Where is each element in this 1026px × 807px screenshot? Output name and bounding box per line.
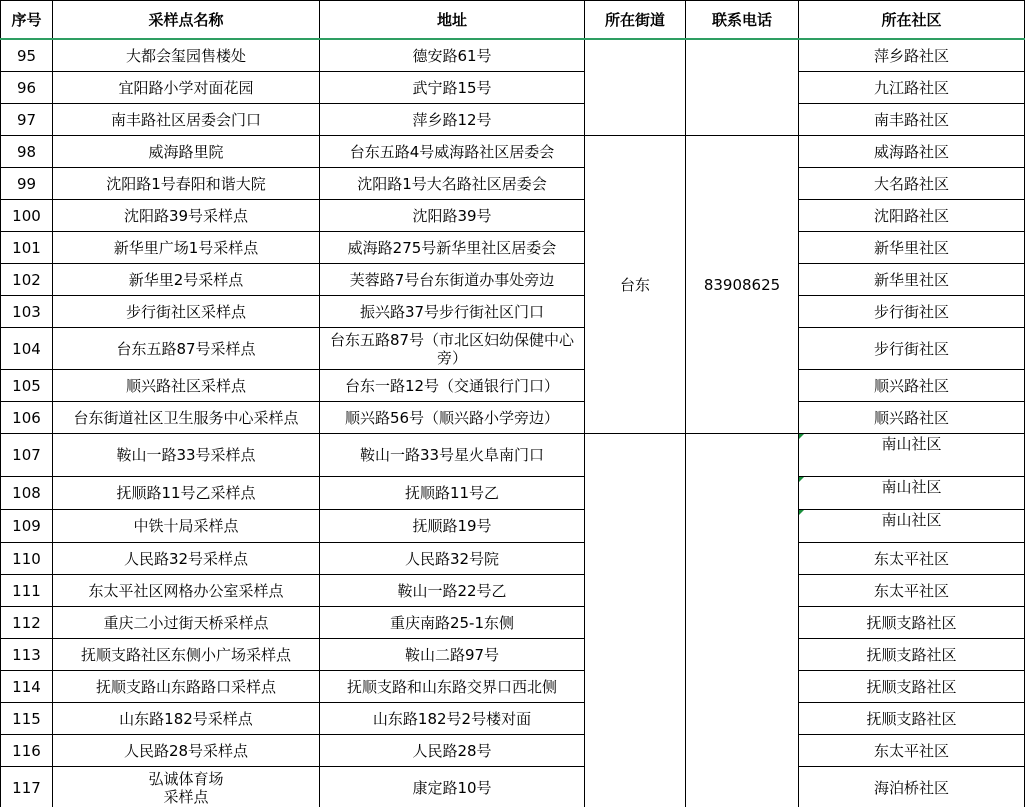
table-row [1,39,1025,72]
cell-site-name[interactable]: 沈阳路1号春阳和谐大院 [53,168,320,200]
cell-community[interactable]: 东太平社区 [799,735,1025,767]
cell-community[interactable]: 抚顺支路社区 [799,607,1025,639]
cell-no[interactable]: 104 [1,328,53,370]
cell-site-name[interactable]: 台东五路87号采样点 [53,328,320,370]
cell-address[interactable]: 鞍山一路33号星火阜南门口 [320,434,585,477]
table-row [1,402,1025,434]
cell-address[interactable]: 振兴路37号步行街社区门口 [320,296,585,328]
header-phone: 联系电话 [686,1,799,40]
cell-no[interactable]: 112 [1,607,53,639]
cell-community[interactable]: 抚顺支路社区 [799,671,1025,703]
cell-street[interactable] [585,39,686,136]
cell-community[interactable]: 步行街社区 [799,296,1025,328]
table-row [1,168,1025,200]
cell-community[interactable]: 大名路社区 [799,168,1025,200]
cell-no[interactable]: 95 [1,39,53,72]
cell-community[interactable]: 沈阳路社区 [799,200,1025,232]
cell-community[interactable]: 东太平社区 [799,543,1025,575]
cell-no[interactable]: 105 [1,370,53,402]
cell-no[interactable]: 114 [1,671,53,703]
cell-address[interactable]: 台东五路4号威海路社区居委会 [320,136,585,168]
cell-address[interactable]: 台东一路12号（交通银行门口） [320,370,585,402]
cell-address[interactable]: 抚顺支路和山东路交界口西北侧 [320,671,585,703]
cell-community[interactable]: 九江路社区 [799,72,1025,104]
cell-site-name[interactable]: 东太平社区网格办公室采样点 [53,575,320,607]
cell-site-name[interactable]: 威海路里院 [53,136,320,168]
cell-no[interactable]: 117 [1,767,53,807]
cell-community[interactable]: 新华里社区 [799,264,1025,296]
cell-address[interactable]: 顺兴路56号（顺兴路小学旁边） [320,402,585,434]
cell-site-name[interactable]: 新华里2号采样点 [53,264,320,296]
cell-community[interactable]: 萍乡路社区 [799,39,1025,72]
header-address: 地址 [320,1,585,40]
cell-address[interactable]: 重庆南路25-1东侧 [320,607,585,639]
cell-site-name[interactable]: 台东街道社区卫生服务中心采样点 [53,402,320,434]
table-row [1,72,1025,104]
table-row [1,296,1025,328]
cell-community[interactable]: 南山社区 [799,510,1025,543]
cell-no[interactable]: 98 [1,136,53,168]
cell-site-name[interactable]: 新华里广场1号采样点 [53,232,320,264]
table-row [1,607,1025,639]
cell-community[interactable]: 东太平社区 [799,575,1025,607]
cell-no[interactable]: 115 [1,703,53,735]
header-no: 序号 [1,1,53,40]
table-row [1,477,1025,510]
cell-site-name[interactable]: 重庆二小过街天桥采样点 [53,607,320,639]
cell-site-name[interactable]: 抚顺路11号乙采样点 [53,477,320,510]
cell-site-name[interactable]: 山东路182号采样点 [53,703,320,735]
cell-community[interactable]: 抚顺支路社区 [799,639,1025,671]
cell-address[interactable]: 鞍山一路22号乙 [320,575,585,607]
cell-site-name[interactable]: 中铁十局采样点 [53,510,320,543]
cell-no[interactable]: 103 [1,296,53,328]
cell-site-name[interactable]: 人民路28号采样点 [53,735,320,767]
table-row [1,370,1025,402]
cell-address[interactable]: 武宁路15号 [320,72,585,104]
cell-site-name[interactable]: 大都会玺园售楼处 [53,39,320,72]
cell-no[interactable]: 96 [1,72,53,104]
cell-address[interactable]: 沈阳路1号大名路社区居委会 [320,168,585,200]
cell-community[interactable]: 顺兴路社区 [799,370,1025,402]
table-row [1,104,1025,136]
table-row [1,543,1025,575]
cell-site-name[interactable]: 抚顺支路社区东侧小广场采样点 [53,639,320,671]
header-community: 所在社区 [799,1,1025,40]
cell-site-name[interactable]: 沈阳路39号采样点 [53,200,320,232]
cell-address[interactable]: 抚顺路11号乙 [320,477,585,510]
table-row [1,767,1025,807]
cell-site-name[interactable]: 南丰路社区居委会门口 [53,104,320,136]
cell-site-name[interactable]: 顺兴路社区采样点 [53,370,320,402]
cell-address[interactable]: 沈阳路39号 [320,200,585,232]
cell-address[interactable]: 人民路28号 [320,735,585,767]
cell-community[interactable]: 威海路社区 [799,136,1025,168]
cell-phone[interactable] [686,39,799,136]
cell-no[interactable]: 111 [1,575,53,607]
table-row [1,434,1025,477]
cell-address[interactable]: 抚顺路19号 [320,510,585,543]
cell-address[interactable]: 山东路182号2号楼对面 [320,703,585,735]
table-row [1,264,1025,296]
cell-community[interactable]: 步行街社区 [799,328,1025,370]
table-row [1,200,1025,232]
cell-no[interactable]: 100 [1,200,53,232]
cell-site-name[interactable]: 步行街社区采样点 [53,296,320,328]
cell-no[interactable]: 106 [1,402,53,434]
cell-community[interactable]: 抚顺支路社区 [799,703,1025,735]
table-row [1,735,1025,767]
table-row [1,671,1025,703]
cell-site-name[interactable]: 宜阳路小学对面花园 [53,72,320,104]
cell-no[interactable]: 116 [1,735,53,767]
cell-phone[interactable] [686,434,799,807]
cell-no[interactable]: 97 [1,104,53,136]
cell-no[interactable]: 108 [1,477,53,510]
cell-community[interactable]: 南山社区 [799,434,1025,477]
cell-street[interactable] [585,434,686,807]
cell-community[interactable]: 新华里社区 [799,232,1025,264]
cell-community[interactable]: 南丰路社区 [799,104,1025,136]
cell-address[interactable]: 台东五路87号（市北区妇幼保健中心旁） [320,328,585,370]
table-row [1,703,1025,735]
cell-community[interactable]: 海泊桥社区 [799,767,1025,807]
cell-address[interactable]: 鞍山二路97号 [320,639,585,671]
cell-community[interactable]: 南山社区 [799,477,1025,510]
table-row [1,232,1025,264]
cell-no[interactable]: 113 [1,639,53,671]
cell-no[interactable]: 110 [1,543,53,575]
cell-address[interactable]: 德安路61号 [320,39,585,72]
table-row [1,136,1025,168]
cell-site-name[interactable]: 抚顺支路山东路路口采样点 [53,671,320,703]
cell-no[interactable]: 102 [1,264,53,296]
table-row [1,639,1025,671]
cell-no[interactable]: 109 [1,510,53,543]
header-street: 所在街道 [585,1,686,40]
cell-address[interactable]: 人民路32号院 [320,543,585,575]
cell-address[interactable]: 萍乡路12号 [320,104,585,136]
cell-no[interactable]: 99 [1,168,53,200]
cell-site-name[interactable]: 人民路32号采样点 [53,543,320,575]
header-row [1,1,1025,40]
cell-phone[interactable]: 83908625 [686,136,799,434]
cell-street[interactable]: 台东 [585,136,686,434]
cell-community[interactable]: 顺兴路社区 [799,402,1025,434]
table-row [1,510,1025,543]
cell-address[interactable]: 威海路275号新华里社区居委会 [320,232,585,264]
table-row [1,575,1025,607]
cell-site-name[interactable]: 鞍山一路33号采样点 [53,434,320,477]
header-site-name: 采样点名称 [53,1,320,40]
table-row [1,328,1025,370]
cell-no[interactable]: 101 [1,232,53,264]
cell-site-name[interactable]: 弘诚体育场 采样点 [53,767,320,807]
cell-address[interactable]: 康定路10号 [320,767,585,807]
cell-address[interactable]: 芙蓉路7号台东街道办事处旁边 [320,264,585,296]
cell-no[interactable]: 107 [1,434,53,477]
